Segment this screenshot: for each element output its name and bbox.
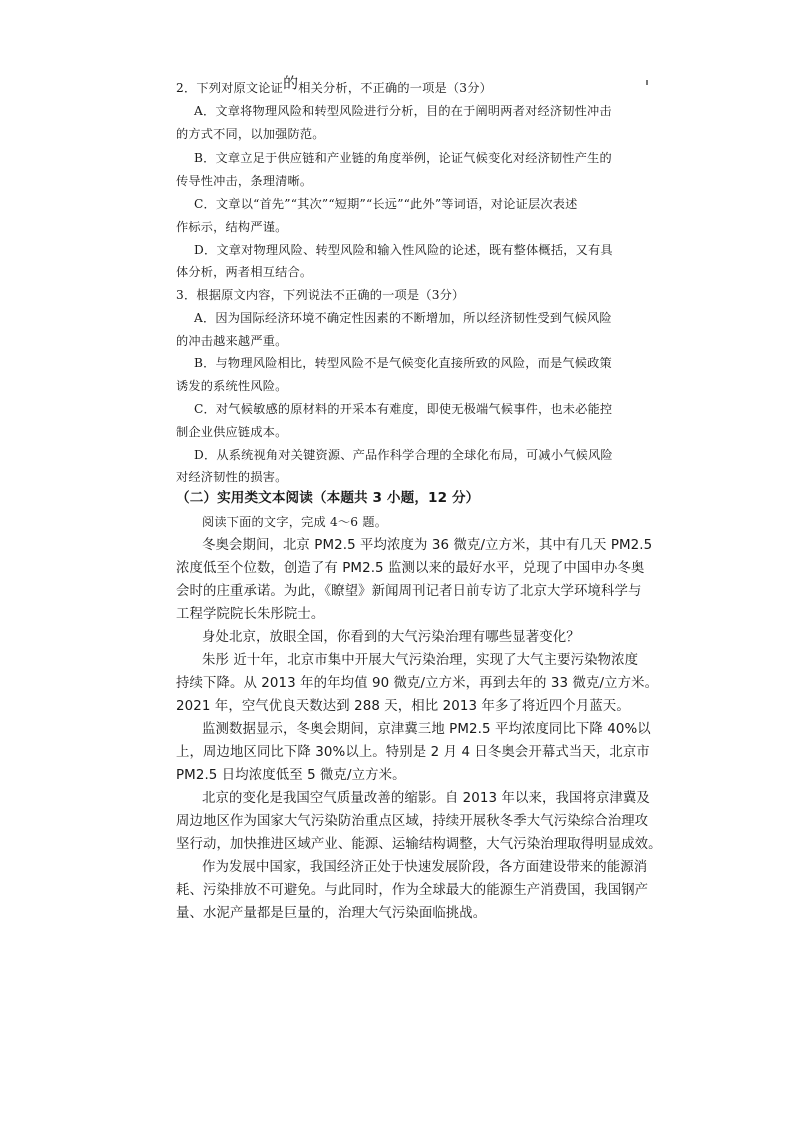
q2-option-b-line1: B．文章立足于供应链和产业链的角度举例，论证气候变化对经济韧性产生的 xyxy=(194,151,612,165)
article-p4-line3: PM2.5 日均浓度低至 5 微克/立方米。 xyxy=(176,768,406,783)
article-p6-line3: 量、水泥产量都是巨量的，治理大气污染面临挑战。 xyxy=(176,906,487,921)
question-3-stem: 3．根据原文内容，下列说法不正确的一项是（3分） xyxy=(176,288,465,302)
article-p1-line4: 工程学院院长朱彤院士。 xyxy=(176,607,325,622)
q3-option-b-line1: B．与物理风险相比，转型风险不是气候变化直接所致的风险，而是气候政策 xyxy=(194,356,612,370)
q2-option-d-line2: 体分析，两者相互结合。 xyxy=(176,265,313,279)
q3-option-c-line1: C．对气候敏感的原材料的开采本有难度，即使无极端气候事件，也未必能控 xyxy=(194,402,613,416)
article-p4-line1: 监测数据显示，冬奥会期间，京津冀三地 PM2.5 平均浓度同比下降 40%以 xyxy=(202,722,651,737)
q2-option-c-line2: 作标示，结构严谨。 xyxy=(176,220,288,234)
q2-option-a-line2: 的方式不同，以加强防范。 xyxy=(176,127,325,141)
article-p5-line3: 坚行动，加快推进区域产业、能源、运输结构调整，大气污染治理取得明显成效。 xyxy=(176,837,662,852)
article-p3-line2: 持续下降。从 2013 年的年均值 90 微克/立方米，再到去年的 33 微克/立方米。 xyxy=(176,676,659,691)
article-p1-line1: 冬奥会期间，北京 PM2.5 平均浓度为 36 微克/立方米，其中有几天 PM2.5 xyxy=(202,538,653,553)
article-p1-line3: 会时的庄重承诺。为此，《瞭望》新闻周刊记者日前专访了北京大学环境科学与 xyxy=(176,584,642,599)
section-2-heading: （二）实用类文本阅读（本题共 3 小题，12 分） xyxy=(176,490,480,506)
article-p4-line2: 上，周边地区同比下降 30%以上。特别是 2 月 4 日冬奥会开幕式当天，北京市 xyxy=(176,745,650,760)
question-2-stem-part2: 相关分析，不正确的一项是（3分） xyxy=(298,81,493,95)
article-p3-line3: 2021 年，空气优良天数达到 288 天，相比 2013 年多了将近四个月蓝天。 xyxy=(176,699,630,714)
q2-option-a-line1: A．文章将物理风险和转型风险进行分析，目的在于阐明两者对经济韧性冲击 xyxy=(194,104,612,118)
q2-option-c-line1: C．文章以“首先”“其次”“短期”“长远”“此外”等词语，对论证层次表述 xyxy=(194,197,578,211)
article-p1-line2: 浓度低至个位数，创造了有 PM2.5 监测以来的最好水平，兑现了中国申办冬奥 xyxy=(176,561,645,576)
question-2-stem-superscript: 的 xyxy=(283,74,299,92)
question-2-stem xyxy=(176,74,493,95)
article-p3-line1: 朱彤 近十年，北京市集中开展大气污染治理，实现了大气主要污染物浓度 xyxy=(202,653,639,668)
q3-option-b-line2: 诱发的系统性风险。 xyxy=(176,379,288,393)
section-2-instruction: 阅读下面的文字，完成 4～6 题。 xyxy=(202,515,388,529)
scan-mark xyxy=(646,80,648,85)
q3-option-a-line1: A．因为国际经济环境不确定性因素的不断增加，所以经济韧性受到气候风险 xyxy=(194,311,612,325)
q3-option-a-line2: 的冲击越来越严重。 xyxy=(176,334,288,348)
q2-option-b-line2: 传导性冲击，条理清晰。 xyxy=(176,174,313,188)
article-p5-line2: 周边地区作为国家大气污染防治重点区域，持续开展秋冬季大气污染综合治理攻 xyxy=(176,814,649,829)
q3-option-d-line1: D．从系统视角对关键资源、产品作科学合理的全球化布局，可减小气候风险 xyxy=(194,448,613,462)
article-p6-line2: 耗、污染排放不可避免。与此同时，作为全球最大的能源生产消费国，我国钢产 xyxy=(176,883,649,898)
article-p6-line1: 作为发展中国家，我国经济正处于快速发展阶段，各方面建设带来的能源消 xyxy=(202,860,648,875)
article-p5-line1: 北京的变化是我国空气质量改善的缩影。自 2013 年以来，我国将京津冀及 xyxy=(202,791,650,806)
q3-option-d-line2: 对经济韧性的损害。 xyxy=(176,470,288,484)
question-2-stem-part1: 2．下列对原文论证 xyxy=(176,81,284,95)
q3-option-c-line2: 制企业供应链成本。 xyxy=(176,425,288,439)
article-p2-line1: 身处北京，放眼全国，你看到的大气污染治理有哪些显著变化？ xyxy=(202,630,580,645)
q2-option-d-line1: D．文章对物理风险、转型风险和输入性风险的论述，既有整体概括，又有具 xyxy=(194,243,613,257)
